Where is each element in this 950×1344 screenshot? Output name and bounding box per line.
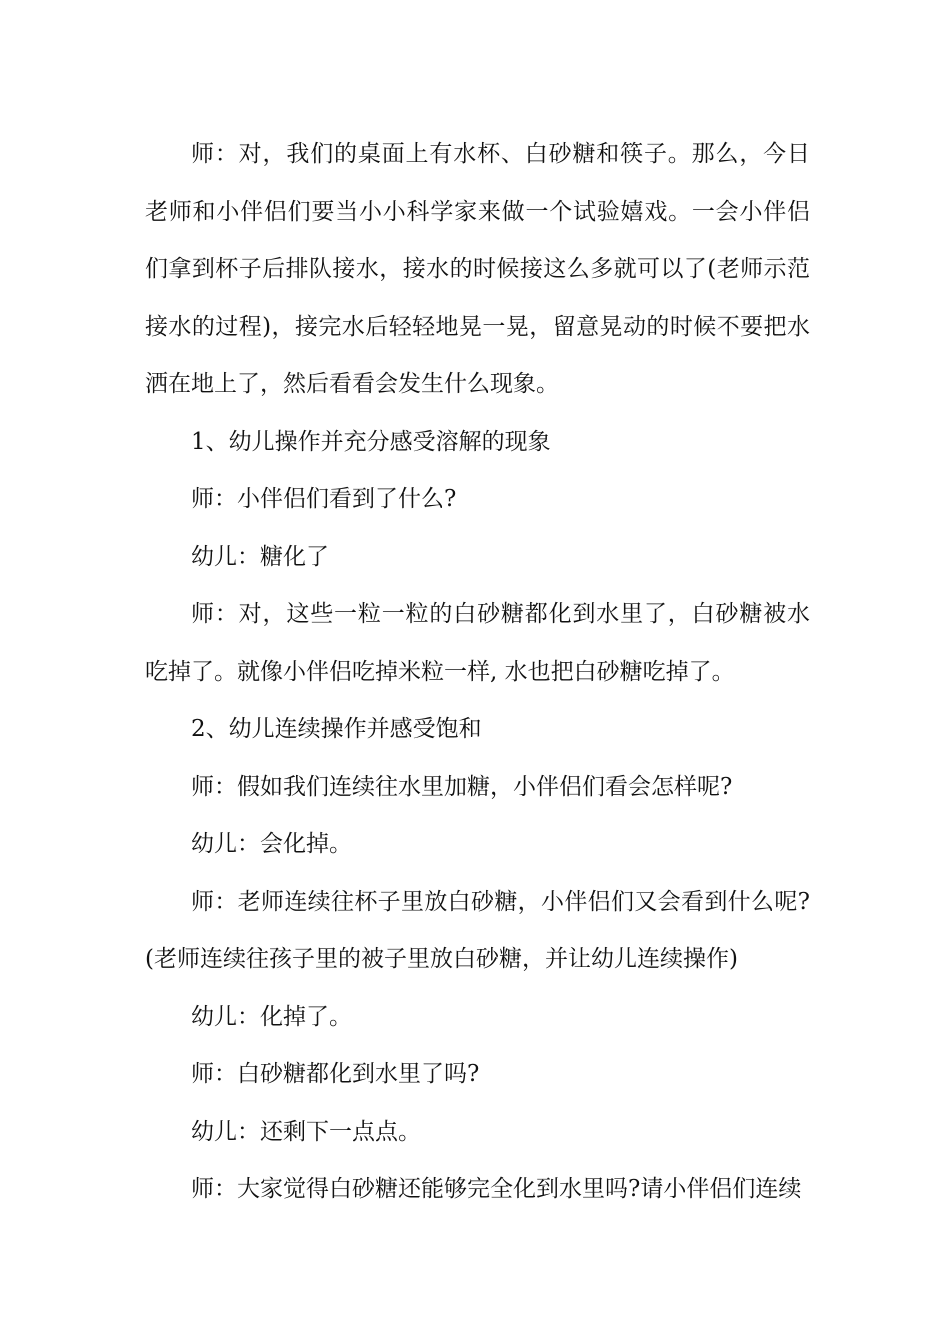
document-body: [145, 126, 810, 1219]
paragraph-child-answer: 幼儿：化掉了。: [191, 1003, 352, 1030]
paragraph-child-answer: 幼儿：糖化了: [191, 543, 329, 570]
paragraph-teacher-explanation: 师：对，这些一粒一粒的白砂糖都化到水里了，白砂糖被水吃掉了。就像小伴侣吃掉米粒一样, 水也把白砂糖吃掉了。: [145, 601, 810, 685]
paragraph-teacher-question: 师：假如我们连续往水里加糖，小伴侣们看会怎样呢?: [191, 773, 733, 800]
paragraph-teacher-question: 师：老师连续往杯子里放白砂糖，小伴侣们又会看到什么呢?(老师连续往孩子里的被子里放白砂糖，并让幼儿连续操作): [145, 888, 810, 972]
paragraph-teacher-question: 师：大家觉得白砂糖还能够完全化到水里吗?请小伴侣们连续: [191, 1176, 802, 1202]
paragraph-teacher-question: 师：白砂糖都化到水里了吗?: [191, 1061, 480, 1087]
section-heading-2: 2、幼儿连续操作并感受饱和: [191, 716, 482, 742]
section-heading-1: 1、幼儿操作并充分感受溶解的现象: [191, 428, 551, 455]
paragraph-teacher-intro: 师：对，我们的桌面上有水杯、白砂糖和筷子。那么，今日老师和小伴侣们要当小小科学家来做一个试验嬉戏。一会小伴侣们拿到杯子后排队接水，接水的时候接这么多就可以了(老师示范接水的过程)，接完水后轻轻地晃一晃，留意晃动的时候不要把水洒在地上了，然后看看会发生什么现象。: [145, 141, 810, 397]
paragraph-child-answer: 幼儿：会化掉。: [191, 831, 352, 857]
paragraph-child-answer: 幼儿：还剩下一点点。: [191, 1118, 421, 1145]
paragraph-teacher-question: 师：小伴侣们看到了什么?: [191, 486, 457, 512]
